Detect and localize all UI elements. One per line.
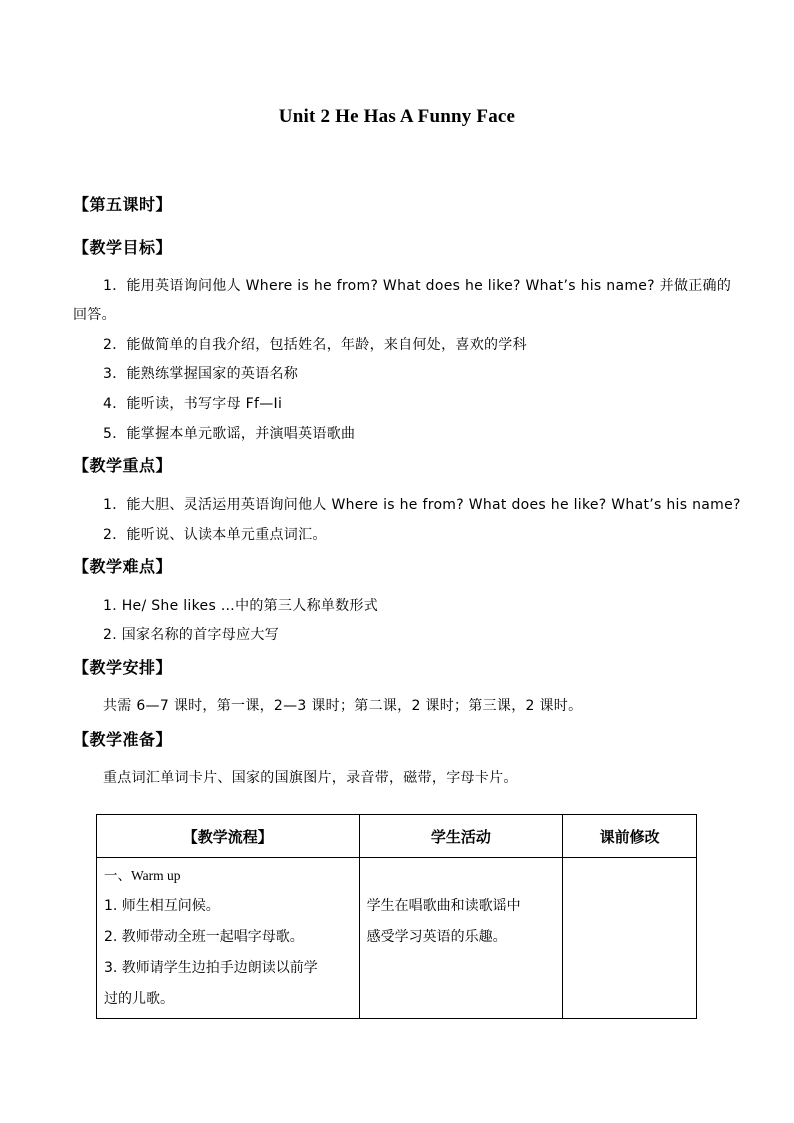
- page-title: Unit 2 He Has A Funny Face: [278, 106, 516, 127]
- activity-line: 感受学习英语的乐趣。: [366, 929, 507, 945]
- teaching-process-table: [96, 814, 697, 1019]
- revision-cell: [563, 858, 697, 1019]
- lesson-label: 【第五课时】: [73, 195, 173, 214]
- header-process: 【教学流程】: [97, 815, 360, 858]
- key-point-item: 1．能大胆、灵活运用英语询问他人 Where is he from? What does he like? What’s his name?: [103, 497, 741, 513]
- process-line: 3. 教师请学生边拍手边朗读以前学: [104, 960, 318, 976]
- key-point-item: 2．能听说、认读本单元重点词汇。: [103, 527, 327, 543]
- process-cell: [97, 858, 360, 1019]
- objective-item: 2．能做简单的自我介绍，包括姓名，年龄，来自何处，喜欢的学科: [103, 337, 527, 353]
- process-line: 2. 教师带动全班一起唱字母歌。: [104, 929, 304, 945]
- process-line: 过的儿歌。: [104, 991, 174, 1007]
- objective-item: 5．能掌握本单元歌谣，并演唱英语歌曲: [103, 426, 356, 442]
- arrangement-text: 共需 6—7 课时，第一课，2—3 课时；第二课，2 课时；第三课，2 课时。: [103, 698, 583, 714]
- objectives-heading: 【教学目标】: [73, 238, 173, 257]
- preparation-heading: 【教学准备】: [73, 730, 173, 749]
- difficulty-item: 1. He/ She likes …中的第三人称单数形式: [103, 598, 379, 614]
- arrangement-heading: 【教学安排】: [73, 658, 173, 677]
- process-line: 一、Warm up: [104, 868, 181, 883]
- objective-item: 1．能用英语询问他人 Where is he from? What does he like? What’s his name? 并做正确的: [103, 278, 732, 294]
- process-line: 1. 师生相互问候。: [104, 898, 220, 914]
- objective-item: 3．能熟练掌握国家的英语名称: [103, 366, 299, 382]
- difficulties-heading: 【教学难点】: [73, 557, 173, 576]
- table-header-row: [97, 815, 697, 858]
- activity-line: 学生在唱歌曲和读歌谣中: [366, 898, 521, 914]
- header-revision: 课前修改: [563, 815, 697, 858]
- header-student-activity: 学生活动: [359, 815, 563, 858]
- difficulty-item: 2. 国家名称的首字母应大写: [103, 627, 280, 643]
- key-points-heading: 【教学重点】: [73, 456, 173, 475]
- objective-item: 回答。: [73, 307, 116, 323]
- preparation-text: 重点词汇单词卡片、国家的国旗图片，录音带，磁带，字母卡片。: [103, 770, 518, 786]
- objective-item: 4．能听读，书写字母 Ff—Ii: [103, 396, 283, 412]
- student-activity-cell: [359, 858, 563, 1019]
- table-row: [97, 858, 697, 1019]
